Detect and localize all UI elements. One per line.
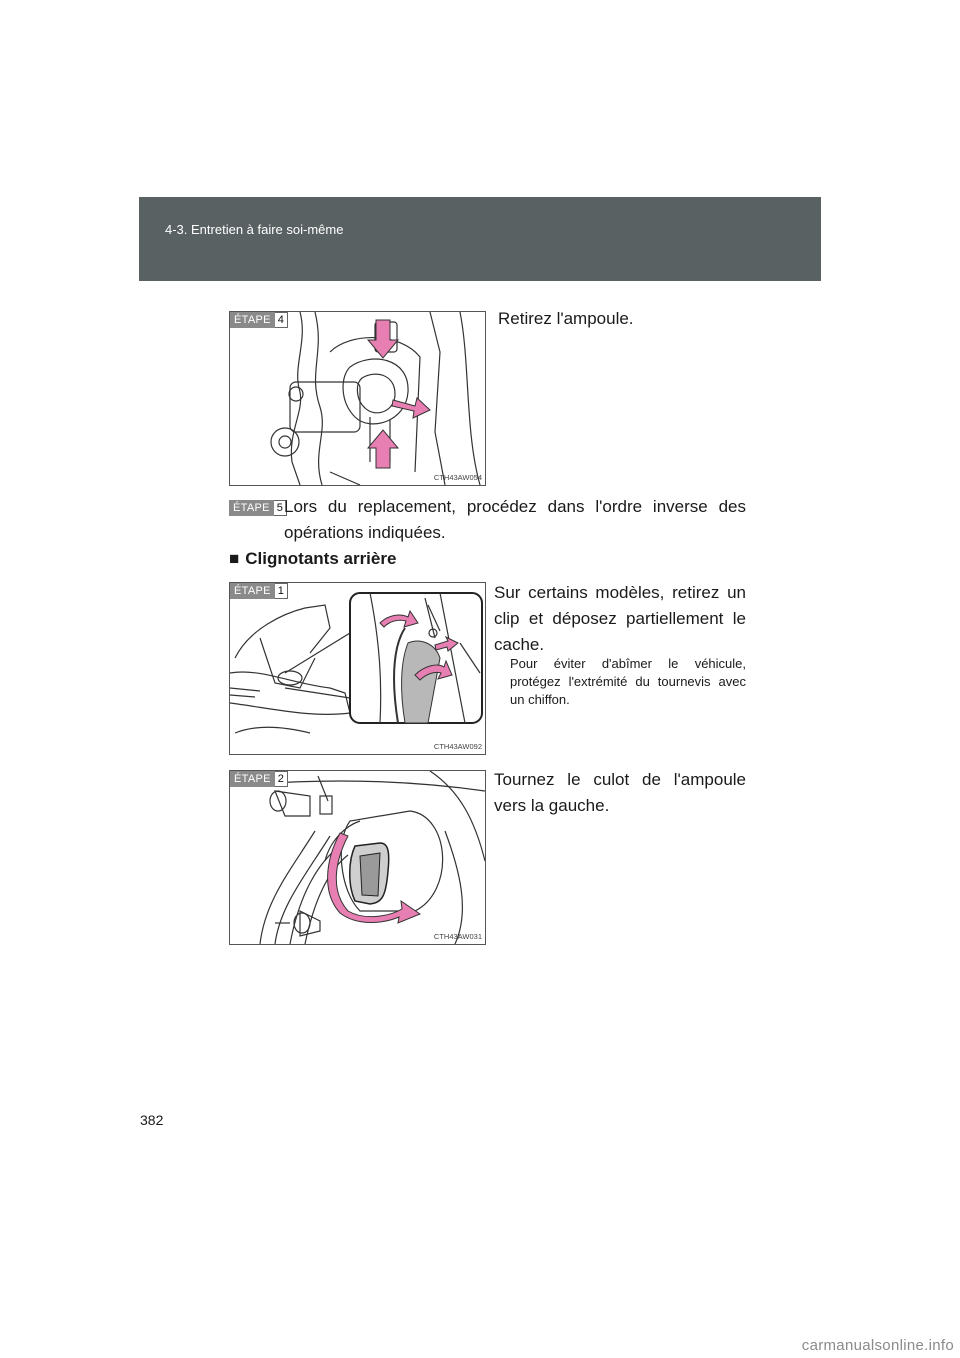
page-number: 382 [140, 1112, 164, 1128]
step-5-badge [229, 500, 287, 516]
figure-step-4 [229, 311, 486, 486]
watermark: carmanualsonline.info [801, 1337, 954, 1354]
bulb-socket-illustration [230, 771, 485, 944]
step-4-text: Retirez l'ampoule. [498, 309, 634, 328]
step-badge [230, 771, 288, 787]
figure-code: CTH43AW054 [433, 473, 482, 482]
section-heading-title: Clignotants arrière [245, 549, 397, 568]
step-label: ÉTAPE [229, 500, 274, 516]
figure-code: CTH43AW031 [433, 932, 482, 941]
bulb-removal-illustration [230, 312, 485, 485]
section-title: 4-3. Entretien à faire soi-même [165, 222, 344, 237]
rear-step-2-text: Tournez le culot de l'ampoule vers la gauche. [494, 770, 746, 815]
step-number: 2 [275, 771, 288, 787]
figure-code: CTH43AW092 [433, 742, 482, 751]
rear-step-1-note: Pour éviter d'abîmer le véhicule, protégez l'extrémité du tournevis avec un chiffon. [510, 656, 746, 707]
section-heading [229, 549, 396, 569]
rear-step-1-text: Sur certains modèles, retirez un clip et déposez partiellement le cache. [494, 583, 746, 654]
step-badge [230, 312, 288, 328]
square-bullet-icon: ■ [229, 549, 240, 568]
step-number: 1 [275, 583, 288, 599]
step-number: 5 [274, 500, 287, 516]
step-label: ÉTAPE [230, 771, 275, 787]
section-header [139, 197, 821, 281]
step-5-text: Lors du replacement, procédez dans l'ordre inverse des opérations indiquées. [284, 497, 746, 542]
step-badge [230, 583, 288, 599]
figure-rear-step-2 [229, 770, 486, 945]
step-number: 4 [275, 312, 288, 328]
step-label: ÉTAPE [230, 312, 275, 328]
rear-cover-illustration [230, 583, 485, 754]
figure-rear-step-1 [229, 582, 486, 755]
step-label: ÉTAPE [230, 583, 275, 599]
